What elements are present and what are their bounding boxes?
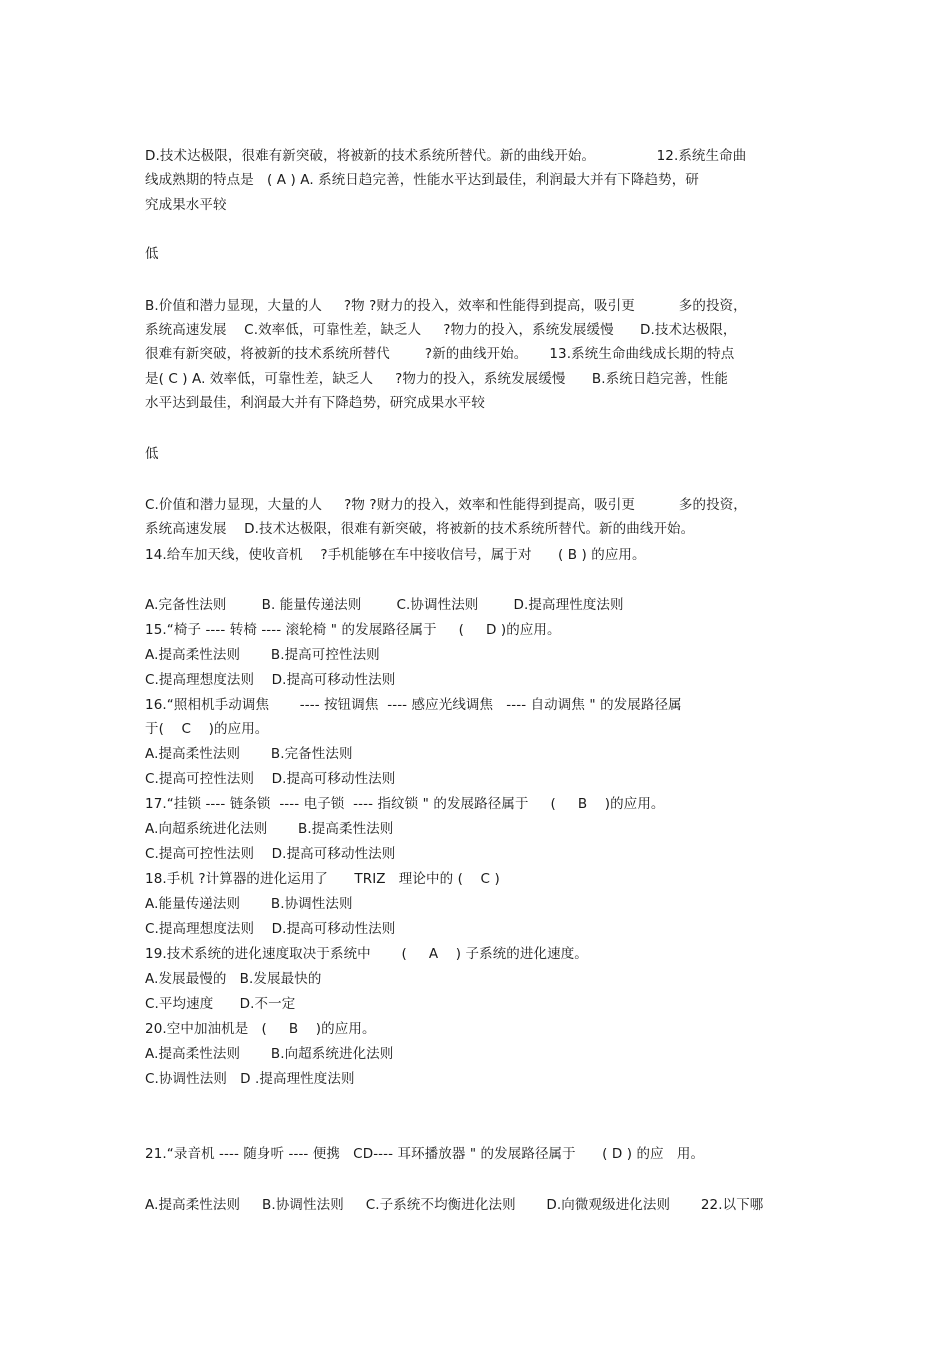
text-line-18: 16.“照相机手动调焦 ---- 按钮调焦 ---- 感应光线调焦 ---- 自动调焦 " 的发展路径属 xyxy=(145,697,682,713)
text-line-16: A.提高柔性法则 B.提高可控性法则 xyxy=(145,647,380,663)
text-line-9: 水平达到最佳，利润最大并有下降趋势，研究成果水平较 xyxy=(145,395,485,411)
text-line-34: 21.“录音机 ---- 随身听 ---- 便携 CD---- 耳环播放器 " 的发展路径属于 ( D ) 的应 用。 xyxy=(145,1146,705,1162)
text-line-29: A.发展最慢的 B.发展最快的 xyxy=(145,971,322,987)
text-line-14: A.完备性法则 B. 能量传递法则 C.协调性法则 D.提高理性度法则 xyxy=(145,597,624,613)
text-line-17: C.提高理想度法则 D.提高可移动性法则 xyxy=(145,672,396,688)
text-line-15: 15.“椅子 ---- 转椅 ---- 滚轮椅 " 的发展路径属于 ( D )的应用。 xyxy=(145,622,561,638)
text-line-26: A.能量传递法则 B.协调性法则 xyxy=(145,896,353,912)
text-line-6: 系统高速发展 C.效率低，可靠性差，缺乏人 ?物力的投入，系统发展缓慢 D.技术达极限， xyxy=(145,322,737,338)
text-line-21: C.提高可控性法则 D.提高可移动性法则 xyxy=(145,771,396,787)
text-line-10: 低 xyxy=(145,446,159,462)
text-line-25: 18.手机 ?计算器的进化运用了 TRIZ 理论中的 ( C ) xyxy=(145,871,500,887)
text-line-22: 17.“挂锁 ---- 链条锁 ---- 电子锁 ---- 指纹锁 " 的发展路径属于 ( B )的应用。 xyxy=(145,796,665,812)
text-line-7: 很难有新突破，将被新的技术系统所替代 ?新的曲线开始。 13.系统生命曲线成长期的特点 xyxy=(145,346,735,362)
text-line-35: A.提高柔性法则 B.协调性法则 C.子系统不均衡进化法则 D.向微观级进化法则 22.以下哪 xyxy=(145,1197,764,1213)
text-line-13: 14.给车加天线，使收音机 ?手机能够在车中接收信号，属于对 ( B ) 的应用。 xyxy=(145,547,646,563)
text-line-30: C.平均速度 D.不一定 xyxy=(145,996,296,1012)
text-line-24: C.提高可控性法则 D.提高可移动性法则 xyxy=(145,846,396,862)
text-line-8: 是( C ) A. 效率低，可靠性差，缺乏人 ?物力的投入，系统发展缓慢 B.系统日趋完善，性能 xyxy=(145,371,729,387)
text-line-31: 20.空中加油机是 ( B )的应用。 xyxy=(145,1021,376,1037)
text-line-2: 线成熟期的特点是 ( A ) A. 系统日趋完善，性能水平达到最佳，利润最大并有下降趋势，研 xyxy=(145,172,699,188)
text-line-32: A.提高柔性法则 B.向超系统进化法则 xyxy=(145,1046,394,1062)
text-line-27: C.提高理想度法则 D.提高可移动性法则 xyxy=(145,921,396,937)
text-line-5: B.价值和潜力显现，大量的人 ?物 ?财力的投入，效率和性能得到提高，吸引更 多的投资， xyxy=(145,298,747,314)
text-line-12: 系统高速发展 D.技术达极限，很难有新突破，将被新的技术系统所替代。新的曲线开始。 xyxy=(145,521,695,537)
text-line-20: A.提高柔性法则 B.完备性法则 xyxy=(145,746,353,762)
text-line-28: 19.技术系统的进化速度取决于系统中 ( A ) 子系统的进化速度。 xyxy=(145,946,588,962)
text-line-11: C.价值和潜力显现，大量的人 ?物 ?财力的投入，效率和性能得到提高，吸引更 多的投资， xyxy=(145,497,747,513)
text-line-1: D.技术达极限，很难有新突破，将被新的技术系统所替代。新的曲线开始。 12.系统生命曲 xyxy=(145,148,747,164)
text-line-3: 究成果水平较 xyxy=(145,197,227,213)
text-line-4: 低 xyxy=(145,246,159,262)
text-line-23: A.向超系统进化法则 B.提高柔性法则 xyxy=(145,821,394,837)
text-line-33: C.协调性法则 D .提高理性度法则 xyxy=(145,1071,355,1087)
text-line-19: 于( C )的应用。 xyxy=(145,721,269,737)
